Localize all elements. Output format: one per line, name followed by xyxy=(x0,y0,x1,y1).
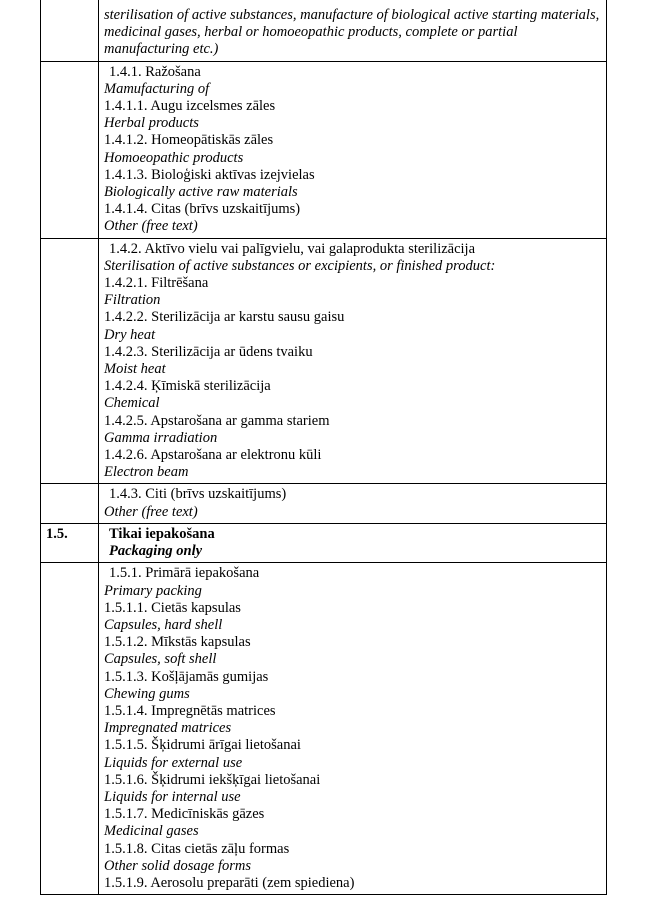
form-line-latvian: 1.4.2.4. Ķīmiskā sterilizācija xyxy=(104,378,271,395)
row-content-cell xyxy=(99,238,607,484)
table-row xyxy=(41,238,607,484)
form-line-latvian: 1.5.1.9. Aerosolu preparāti (zem spiediena) xyxy=(104,874,355,891)
row-number-cell xyxy=(41,238,99,484)
form-line-latvian: 1.5.1.6. Šķidrumi iekšķīgai lietošanai xyxy=(104,771,321,788)
table-row xyxy=(41,61,607,238)
form-line-english: Filtration xyxy=(104,292,161,309)
form-line-english: Mamufacturing of xyxy=(104,80,210,97)
form-line-english: Sterilisation of active substances or excipients, or finished product: xyxy=(104,257,496,274)
form-line-latvian: 1.5.1.7. Medicīniskās gāzes xyxy=(104,806,265,823)
form-line-english: Electron beam xyxy=(104,464,189,481)
row-number-cell: 1.5. xyxy=(41,523,99,562)
form-line-latvian: 1.5.1.3. Košļājamās gumijas xyxy=(104,668,269,685)
form-line-english: Capsules, hard shell xyxy=(104,616,223,633)
form-line-latvian: 1.4.1. Ražošana xyxy=(109,63,201,80)
form-line-english: Biologically active raw materials xyxy=(104,184,298,201)
form-line-english: Impregnated matrices xyxy=(104,720,232,737)
form-line-english: Other (free text) xyxy=(104,503,198,520)
form-line-english: Other (free text) xyxy=(104,218,198,235)
table-row xyxy=(41,563,607,895)
form-line-english: Primary packing xyxy=(104,582,202,599)
form-line-english: Packaging only xyxy=(109,543,203,560)
row-number-cell xyxy=(41,0,99,61)
form-line-english: Chemical xyxy=(104,395,160,412)
form-line-latvian: 1.4.1.3. Bioloģiski aktīvas izejvielas xyxy=(104,166,315,183)
form-line-english: Gamma irradiation xyxy=(104,429,218,446)
row-content-cell xyxy=(99,61,607,238)
form-line-english: Medicinal gases xyxy=(104,823,199,840)
license-form-table xyxy=(40,0,607,895)
form-line-english: Homoeopathic products xyxy=(104,149,244,166)
row-number-cell xyxy=(41,484,99,523)
form-table-body xyxy=(41,0,607,895)
form-line-latvian: Tikai iepakošana xyxy=(109,525,215,542)
form-line-english: Chewing gums xyxy=(104,685,190,702)
form-line-latvian: 1.4.2.3. Sterilizācija ar ūdens tvaiku xyxy=(104,343,313,360)
table-row xyxy=(41,0,607,61)
form-line-latvian: 1.4.2. Aktīvo vielu vai palīgvielu, vai galaprodukta sterilizācija xyxy=(109,240,476,257)
form-line-latvian: 1.4.2.2. Sterilizācija ar karstu sausu gaisu xyxy=(104,309,345,326)
row-content-cell xyxy=(99,563,607,895)
form-line-english: Capsules, soft shell xyxy=(104,651,217,668)
form-line-english: Moist heat xyxy=(104,361,166,378)
form-line-latvian: 1.5.1.4. Impregnētās matrices xyxy=(104,702,276,719)
form-line-english: Herbal products xyxy=(104,115,199,132)
form-line-latvian: 1.5.1.1. Cietās kapsulas xyxy=(104,599,241,616)
form-line-latvian: 1.5.1.5. Šķidrumi ārīgai lietošanai xyxy=(104,737,301,754)
form-line-latvian: 1.4.2.1. Filtrēšana xyxy=(104,275,209,292)
form-line-latvian: 1.5.1.8. Citas cietās zāļu formas xyxy=(104,840,290,857)
row-content-cell xyxy=(99,484,607,523)
row-number-cell xyxy=(41,61,99,238)
table-row xyxy=(41,523,607,562)
form-line-latvian: 1.4.1.2. Homeopātiskās zāles xyxy=(104,132,274,149)
form-line-english: Dry heat xyxy=(104,326,156,343)
row-content-cell xyxy=(99,0,607,61)
form-line-latvian: 1.4.1.4. Citas (brīvs uzskaitījums) xyxy=(104,201,301,218)
form-line-english: Liquids for internal use xyxy=(104,788,241,805)
form-line-english: Liquids for external use xyxy=(104,754,243,771)
form-line-latvian: 1.4.1.1. Augu izcelsmes zāles xyxy=(104,98,276,115)
form-line-latvian: 1.5.1. Primārā iepakošana xyxy=(109,565,260,582)
form-line-english: sterilisation of active substances, manufacture of biological active starting materials, medicinal gases, herbal or homoeopathic products, complete or partial manufacturing etc.) xyxy=(104,7,600,58)
row-content-cell xyxy=(99,523,607,562)
form-line-english: Other solid dosage forms xyxy=(104,857,252,874)
table-row xyxy=(41,484,607,523)
form-line-latvian: 1.5.1.2. Mīkstās kapsulas xyxy=(104,634,251,651)
row-number-cell xyxy=(41,563,99,895)
form-line-latvian: 1.4.2.5. Apstarošana ar gamma stariem xyxy=(104,412,330,429)
form-line-latvian: 1.4.3. Citi (brīvs uzskaitījums) xyxy=(109,486,287,503)
form-line-latvian: 1.4.2.6. Apstarošana ar elektronu kūli xyxy=(104,447,322,464)
